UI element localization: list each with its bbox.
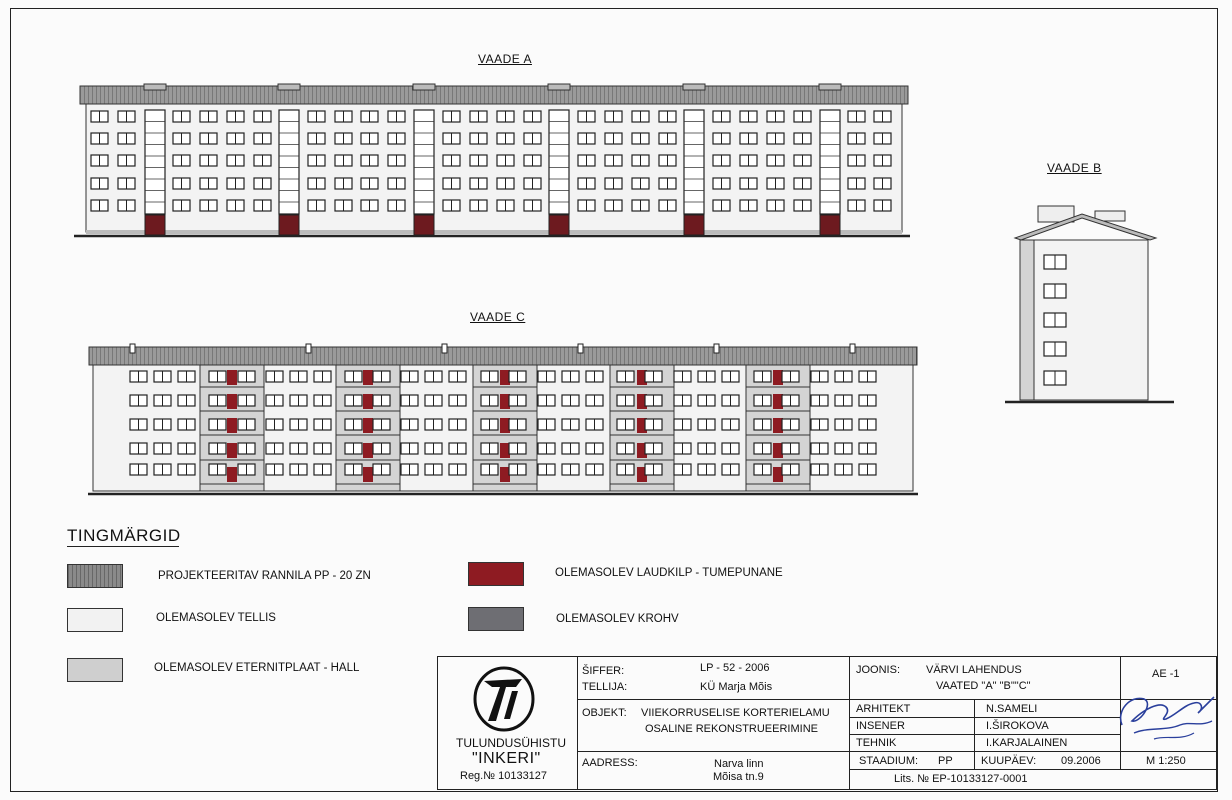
- view-c-laudkilp: [227, 370, 237, 385]
- view-a-stair-window: [549, 110, 569, 214]
- view-a-entrance-door: [145, 215, 165, 235]
- view-c-chimney: [306, 344, 311, 353]
- aadress-line1: Narva linn: [714, 758, 764, 770]
- view-a-stair-window: [820, 110, 840, 214]
- title-block: [437, 656, 1217, 790]
- kuupaev-label: KUUPÄEV:: [981, 755, 1037, 767]
- legend-label-tellis: OLEMASOLEV TELLIS: [156, 612, 276, 624]
- view-c-chimney: [578, 344, 583, 353]
- view-c-laudkilp: [363, 467, 373, 482]
- legend-swatch-eternit: [67, 658, 123, 682]
- siffer-value: LP - 52 - 2006: [700, 662, 770, 674]
- view-b-roof: [1015, 214, 1156, 240]
- view-a-stair-window: [145, 110, 165, 214]
- tehnik-label: TEHNIK: [856, 737, 897, 749]
- view-a-entrance-door: [414, 215, 434, 235]
- view-a-vent: [278, 84, 300, 90]
- legend-swatch-rannila: [67, 564, 123, 588]
- view-c-laudkilp: [227, 394, 237, 409]
- kuupaev-value: 09.2006: [1061, 755, 1101, 767]
- view-a-entrance-door: [549, 215, 569, 235]
- sheet-number: AE -1: [1152, 668, 1180, 680]
- tellija-value: KÜ Marja Mõis: [700, 681, 773, 693]
- view-b-facade: [1020, 240, 1148, 400]
- view-c-laudkilp: [363, 370, 373, 385]
- view-c-laudkilp: [363, 418, 373, 433]
- view-c-chimney: [714, 344, 719, 353]
- scale: M 1:250: [1146, 755, 1186, 767]
- legend-title-underline: [67, 546, 179, 547]
- objekt-line1: VIIEKORRUSELISE KORTERIELAMU: [641, 707, 830, 719]
- view-c-laudkilp: [227, 467, 237, 482]
- staadium-value: PP: [938, 755, 953, 767]
- legend-title: TINGMÄRGID: [67, 526, 181, 545]
- license-number: Lits. № EP-10133127-0001: [894, 773, 1028, 785]
- view-a-entrance-door: [279, 215, 299, 235]
- view-c-roof: [89, 347, 917, 365]
- joonis-line1: VÄRVI LAHENDUS: [926, 664, 1022, 676]
- view-c-chimney: [850, 344, 855, 353]
- view-c-laudkilp: [363, 394, 373, 409]
- view-c-laudkilp: [227, 443, 237, 458]
- view-b-label: VAADE B: [1047, 161, 1102, 175]
- view-a-entrance-door: [684, 215, 704, 235]
- view-c-chimney: [130, 344, 135, 353]
- view-a-vent: [413, 84, 435, 90]
- view-a-vent: [683, 84, 705, 90]
- legend-swatch-tellis: [67, 608, 123, 632]
- view-c-laudkilp: [227, 418, 237, 433]
- joonis-label: JOONIS:: [856, 664, 901, 676]
- view-a-stair-window: [684, 110, 704, 214]
- company-line: TULUNDUSÜHISTU: [456, 736, 567, 750]
- view-a-vent: [548, 84, 570, 90]
- legend-label-rannila: PROJEKTEERITAV RANNILA PP - 20 ZN: [158, 570, 371, 582]
- view-a-plinth: [86, 230, 902, 234]
- tehnik-value: I.KARJALAINEN: [986, 737, 1068, 749]
- view-a-label: VAADE A: [478, 52, 532, 66]
- staadium-label: STAADIUM:: [859, 755, 919, 767]
- view-a-vent: [144, 84, 166, 90]
- siffer-label: ŠIFFER:: [582, 665, 625, 677]
- view-c-chimney: [442, 344, 447, 353]
- joonis-line2: VAATED "A" "B""C": [936, 680, 1031, 692]
- view-a-facade: [86, 104, 902, 232]
- insener-label: INSENER: [856, 720, 905, 732]
- objekt-line2: OSALINE REKONSTRUEERIMINE: [645, 723, 818, 735]
- company-reg: Reg.№ 10133127: [460, 770, 548, 782]
- company-name: "INKERI": [472, 750, 541, 767]
- legend-label-laudkilp: OLEMASOLEV LAUDKILP - TUMEPUNANE: [555, 567, 783, 579]
- legend-swatch-laudkilp: [468, 562, 524, 586]
- inkeri-logo-icon: [472, 665, 536, 733]
- signature: [1114, 681, 1218, 751]
- objekt-label: OBJEKT:: [582, 707, 627, 719]
- view-a-stair-window: [279, 110, 299, 214]
- legend-label-eternit: OLEMASOLEV ETERNITPLAAT - HALL: [154, 662, 360, 674]
- insener-value: I.ŠIROKOVA: [986, 720, 1049, 732]
- arhitekt-value: N.SAMELI: [986, 703, 1038, 715]
- tellija-label: TELLIJA:: [582, 681, 628, 693]
- view-a-entrance-door: [820, 215, 840, 235]
- aadress-line2: Mõisa tn.9: [713, 771, 764, 783]
- view-a-stair-window: [414, 110, 434, 214]
- view-a-vent: [819, 84, 841, 90]
- legend-swatch-krohv: [468, 607, 524, 631]
- arhitekt-label: ARHITEKT: [856, 703, 911, 715]
- view-c-label: VAADE C: [470, 310, 526, 324]
- aadress-label: AADRESS:: [582, 757, 638, 769]
- view-c-laudkilp: [363, 443, 373, 458]
- view-a-roof: [80, 86, 908, 104]
- legend-label-krohv: OLEMASOLEV KROHV: [556, 613, 679, 625]
- view-b-side-panel: [1020, 240, 1034, 400]
